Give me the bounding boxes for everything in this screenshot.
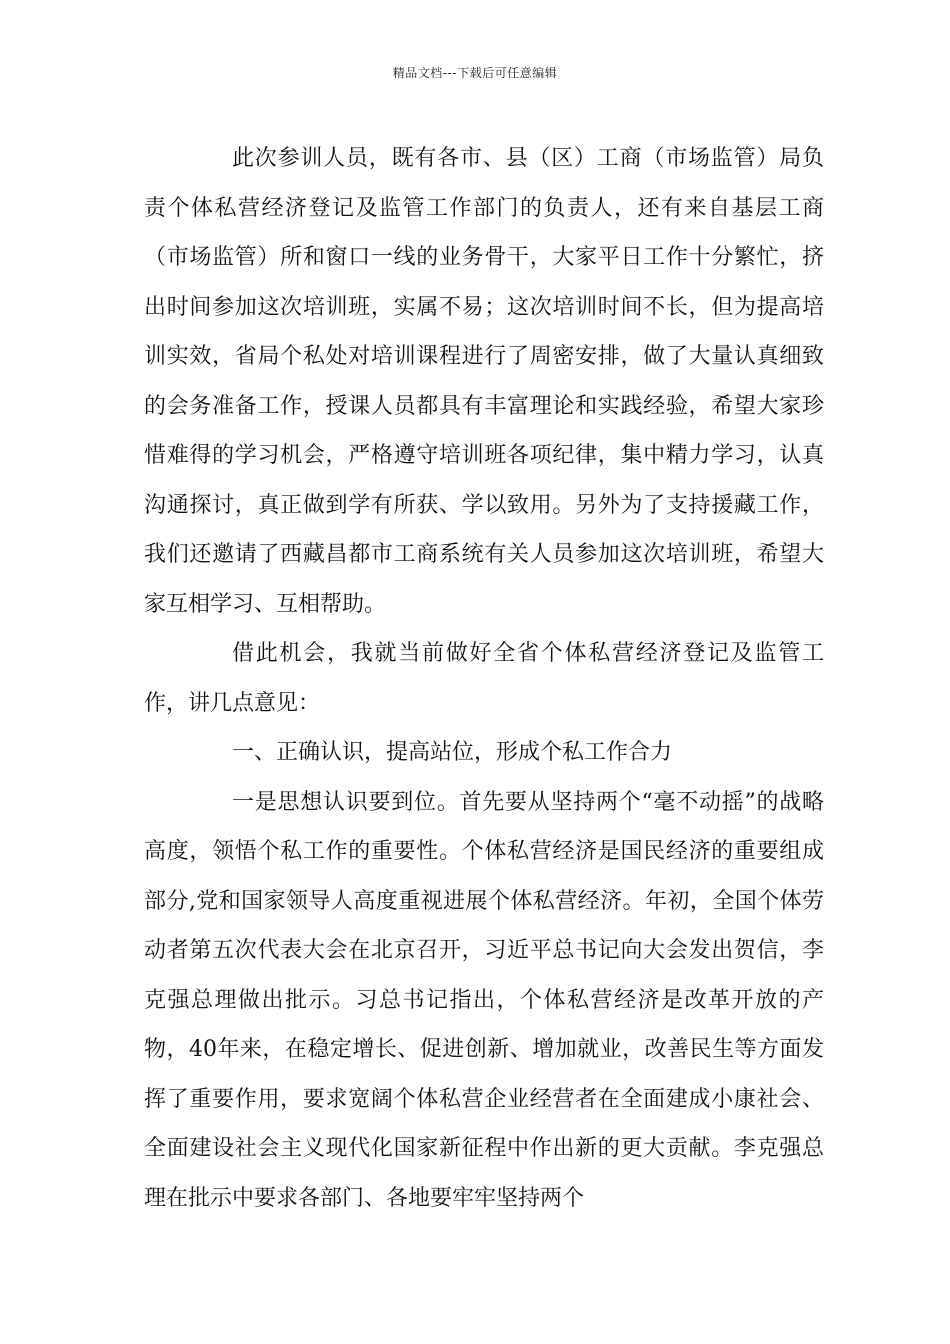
paragraph-ideological-awareness: 一是思想认识要到位。首先要从坚持两个“毫不动摇”的战略高度，领悟个私工作的重要性。个体私营经济是国民经济的重要组成部分,党和国家领导人高度重视进展个体私营经济。年初，全国个体劳动者第五次代表大会在北京召开，习近平总书记向大会发出贺信，李克强总理做出批示。习总书记指出，个体私营经济是改革开放的产物，40年来，在稳定增长、促进创新、增加就业，改善民生等方面发挥了重要作用，要求宽阔个体私营企业经营者在全面建成小康社会、全面建设社会主义现代化国家新征程中作出新的更大贡献。李克强总理在批示中要求各部门、各地要牢牢坚持两个 [144, 789, 824, 1211]
section-heading-1: 一、正确认识，提高站位，形成个私工作合力 [232, 740, 673, 765]
document-body [144, 134, 824, 1223]
paragraph-trainees: 此次参训人员，既有各市、县（区）工商（市场监管）局负责个体私营经济登记及监管工作部门的负责人，还有来自基层工商（市场监管）所和窗口一线的业务骨干，大家平日工作十分繁忙，挤出时间参加这次培训班，实属不易；这次培训时间不长，但为提高培训实效，省局个私处对培训课程进行了周密安排，做了大量认真细致的会务准备工作，授课人员都具有丰富理论和实践经验，希望大家珍惜难得的学习机会，严格遵守培训班各项纪律，集中精力学习，认真沟通探讨，真正做到学有所获、学以致用。另外为了支持援藏工作，我们还邀请了西藏昌都市工商系统有关人员参加这次培训班，希望大家互相学习、互相帮助。 [144, 146, 824, 617]
paragraph-opinions-intro: 借此机会，我就当前做好全省个体私营经济登记及监管工作，讲几点意见： [144, 641, 824, 716]
page-header: 精品文档---下载后可任意编辑 [392, 66, 558, 80]
